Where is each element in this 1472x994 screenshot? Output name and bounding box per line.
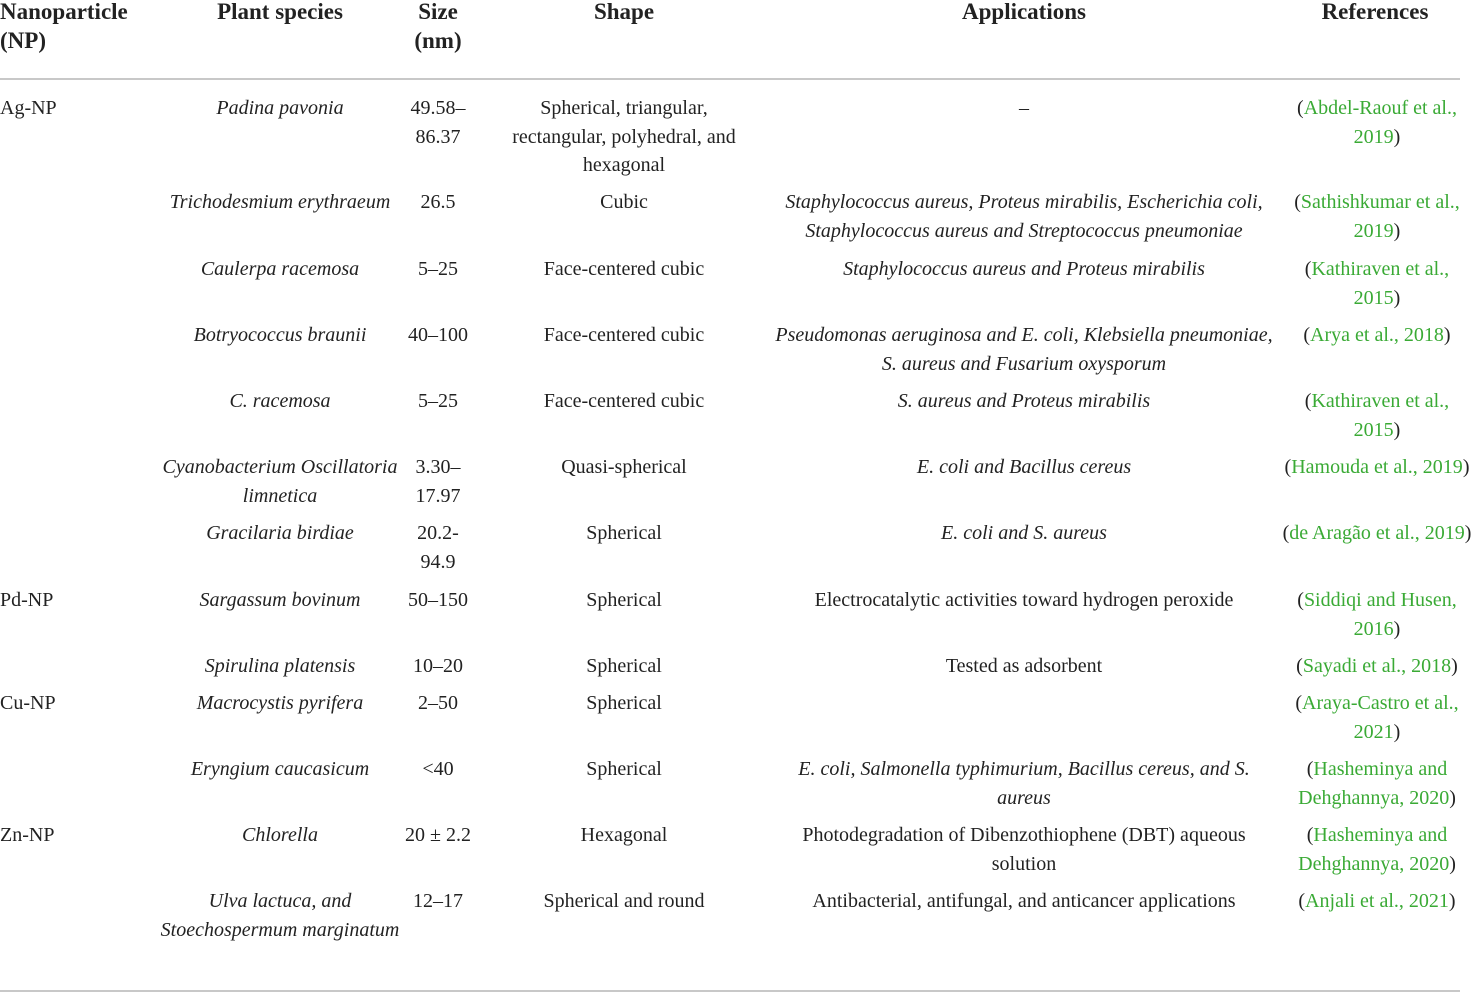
table-row-applications: [770, 755, 1278, 812]
table-row-plant: [160, 689, 400, 718]
table-row-reference: (Hamouda et al., 2019): [1284, 456, 1470, 478]
bottom-rule: [0, 990, 1460, 992]
table-row-applications: [770, 321, 1278, 378]
table-row-size: 20.2-94.9: [417, 522, 459, 573]
applications-text: Pseudomonas aeruginosa and E. coli, Klebsiella pneumoniae, S. aureus and Fusarium oxysporum: [775, 324, 1273, 375]
table-row-reference: (Kathiraven et al., 2015): [1304, 258, 1450, 309]
table-row-shape: Face-centered cubic: [543, 258, 705, 280]
applications-text: E. coli and Bacillus cereus: [916, 456, 1132, 478]
table-row-size: 12–17: [413, 890, 463, 912]
table-row-plant: [160, 887, 400, 944]
table-row-applications: [770, 519, 1278, 548]
table-row-size: 10–20: [413, 655, 463, 677]
header-applications: [770, 0, 1278, 27]
plant-name: Chlorella: [242, 824, 318, 846]
table-row-shape: Spherical and round: [543, 890, 705, 912]
table-row-plant: [160, 453, 400, 510]
table-row-applications: Tested as adsorbent: [945, 655, 1103, 677]
header-shape-label: Shape: [593, 0, 655, 24]
header-size: [398, 0, 478, 55]
table-row-shape: Face-centered cubic: [543, 390, 705, 412]
table-row-size: <40: [422, 758, 454, 780]
table-row-shape: Cubic: [600, 191, 648, 213]
table-row-applications: Antibacterial, antifungal, and anticancer applications: [812, 890, 1236, 912]
header-nanoparticle-label: Nanoparticle (NP): [0, 0, 128, 53]
table-row-plant: [160, 321, 400, 350]
plant-name: Spirulina platensis: [204, 655, 356, 677]
reference-link[interactable]: Kathiraven et al., 2015: [1311, 390, 1450, 441]
table-row-applications: [770, 387, 1278, 416]
table-row-np: Cu-NP: [0, 692, 56, 714]
table-row-plant: [160, 188, 400, 217]
table-row-shape: Spherical: [586, 589, 662, 611]
table-row-applications: –: [1019, 97, 1029, 119]
table-row-size: 5–25: [418, 258, 458, 280]
plant-name: Cyanobacterium Oscillatoria limnetica: [162, 456, 398, 507]
table-row-shape: Spherical, triangular, rectangular, polyhedral, and hexagonal: [512, 97, 736, 176]
plant-name: Padina pavonia: [216, 97, 344, 119]
header-references: [1280, 0, 1470, 27]
table-row-shape: Face-centered cubic: [543, 324, 705, 346]
header-applications-label: Applications: [962, 0, 1086, 24]
table-row-reference: (Anjali et al., 2021): [1298, 890, 1456, 912]
table-row-np: Pd-NP: [0, 589, 54, 611]
reference-link[interactable]: Sayadi et al., 2018: [1302, 655, 1452, 677]
table-row-reference: (Abdel-Raouf et al., 2019): [1297, 97, 1457, 148]
table-row-size: 2–50: [418, 692, 458, 714]
applications-text: Staphylococcus aureus and Proteus mirabilis: [843, 258, 1205, 280]
applications-text: Staphylococcus aureus, Proteus mirabilis, Escherichia coli, Staphylococcus aureus and Streptococcus pneumoniae: [785, 191, 1263, 242]
plant-name: Eryngium caucasicum: [190, 758, 370, 780]
header-plant-species: [160, 0, 400, 27]
table-row-plant: [160, 586, 400, 615]
table-row-size: 49.58–86.37: [410, 97, 466, 148]
plant-name: Gracilaria birdiae: [206, 522, 354, 544]
header-rule: [0, 78, 1460, 80]
header-nanoparticle: [0, 0, 160, 55]
header-plant-species-label: Plant species: [217, 0, 343, 24]
reference-link[interactable]: Abdel-Raouf et al., 2019: [1303, 97, 1457, 148]
table-row-size: 20 ± 2.2: [405, 824, 471, 846]
table-row-shape: Hexagonal: [580, 824, 668, 846]
table-row-plant: [160, 519, 400, 548]
table-row-size: 5–25: [418, 390, 458, 412]
table-row-shape: Quasi-spherical: [561, 456, 687, 478]
table-row-size: 26.5: [420, 191, 456, 213]
table-row-reference: (Hasheminya and Dehghannya, 2020): [1298, 824, 1456, 875]
reference-link[interactable]: Anjali et al., 2021: [1305, 890, 1449, 912]
table-row-plant: [160, 652, 400, 681]
table-row-reference: (Kathiraven et al., 2015): [1304, 390, 1450, 441]
table-row-size: 50–150: [408, 589, 468, 611]
plant-name: Botryococcus braunii: [193, 324, 367, 346]
table-row-shape: Spherical: [586, 522, 662, 544]
reference-link[interactable]: Sathishkumar et al., 2019: [1300, 191, 1460, 242]
reference-link[interactable]: Kathiraven et al., 2015: [1311, 258, 1450, 309]
table-row-size: 40–100: [408, 324, 468, 346]
reference-link[interactable]: Hasheminya and Dehghannya, 2020: [1298, 758, 1450, 809]
table-row-shape: Spherical: [586, 692, 662, 714]
reference-link[interactable]: Hasheminya and Dehghannya, 2020: [1298, 824, 1450, 875]
table-row-shape: Spherical: [586, 758, 662, 780]
table-row-reference: (Araya-Castro et al., 2021): [1295, 692, 1459, 743]
applications-text: S. aureus and Proteus mirabilis: [897, 390, 1151, 412]
header-references-label: References: [1321, 0, 1429, 24]
plant-name: C. racemosa: [229, 390, 331, 412]
table-row-shape: Spherical: [586, 655, 662, 677]
table-row-reference: (Sathishkumar et al., 2019): [1294, 191, 1460, 242]
table-row-plant: [160, 94, 400, 123]
table-row-applications: Electrocatalytic activities toward hydrogen peroxide: [814, 589, 1234, 611]
table-row-reference: (de Aragão et al., 2019): [1282, 522, 1472, 544]
table-row-applications: Photodegradation of Dibenzothiophene (DBT) aqueous solution: [802, 824, 1246, 875]
header-size-label: Size (nm): [414, 0, 462, 53]
plant-name: Macrocystis pyrifera: [196, 692, 364, 714]
table-row-applications: [770, 453, 1278, 482]
reference-link[interactable]: Siddiqi and Husen, 2016: [1303, 589, 1457, 640]
table-row-plant: [160, 255, 400, 284]
table-row-reference: (Sayadi et al., 2018): [1296, 655, 1458, 677]
plant-name: Trichodesmium erythraeum: [169, 191, 391, 213]
table-row-np: Zn-NP: [0, 824, 55, 846]
table-row-size: 3.30–17.97: [415, 456, 461, 507]
plant-name: Caulerpa racemosa: [200, 258, 360, 280]
header-shape: [500, 0, 748, 27]
reference-link[interactable]: Araya-Castro et al., 2021: [1302, 692, 1459, 743]
table-row-plant: [160, 387, 400, 416]
plant-name: Ulva lactuca, and Stoechospermum marginatum: [160, 890, 400, 941]
reference-link[interactable]: Arya et al., 2018: [1310, 324, 1444, 346]
table-row-applications: [770, 255, 1278, 284]
table-row-reference: (Hasheminya and Dehghannya, 2020): [1298, 758, 1456, 809]
table-row-reference: (Arya et al., 2018): [1303, 324, 1451, 346]
table-row-plant: [160, 821, 400, 850]
table-row-np: Ag-NP: [0, 97, 57, 119]
reference-link[interactable]: de Aragão et al., 2019: [1289, 522, 1465, 544]
table-row-applications: [770, 188, 1278, 245]
plant-name: Sargassum bovinum: [199, 589, 361, 611]
table-row-plant: [160, 755, 400, 784]
applications-text: E. coli and S. aureus: [941, 522, 1107, 544]
reference-link[interactable]: Hamouda et al., 2019: [1291, 456, 1463, 478]
table-row-reference: (Siddiqi and Husen, 2016): [1297, 589, 1457, 640]
applications-text: E. coli, Salmonella typhimurium, Bacillus cereus, and S. aureus: [798, 758, 1250, 809]
